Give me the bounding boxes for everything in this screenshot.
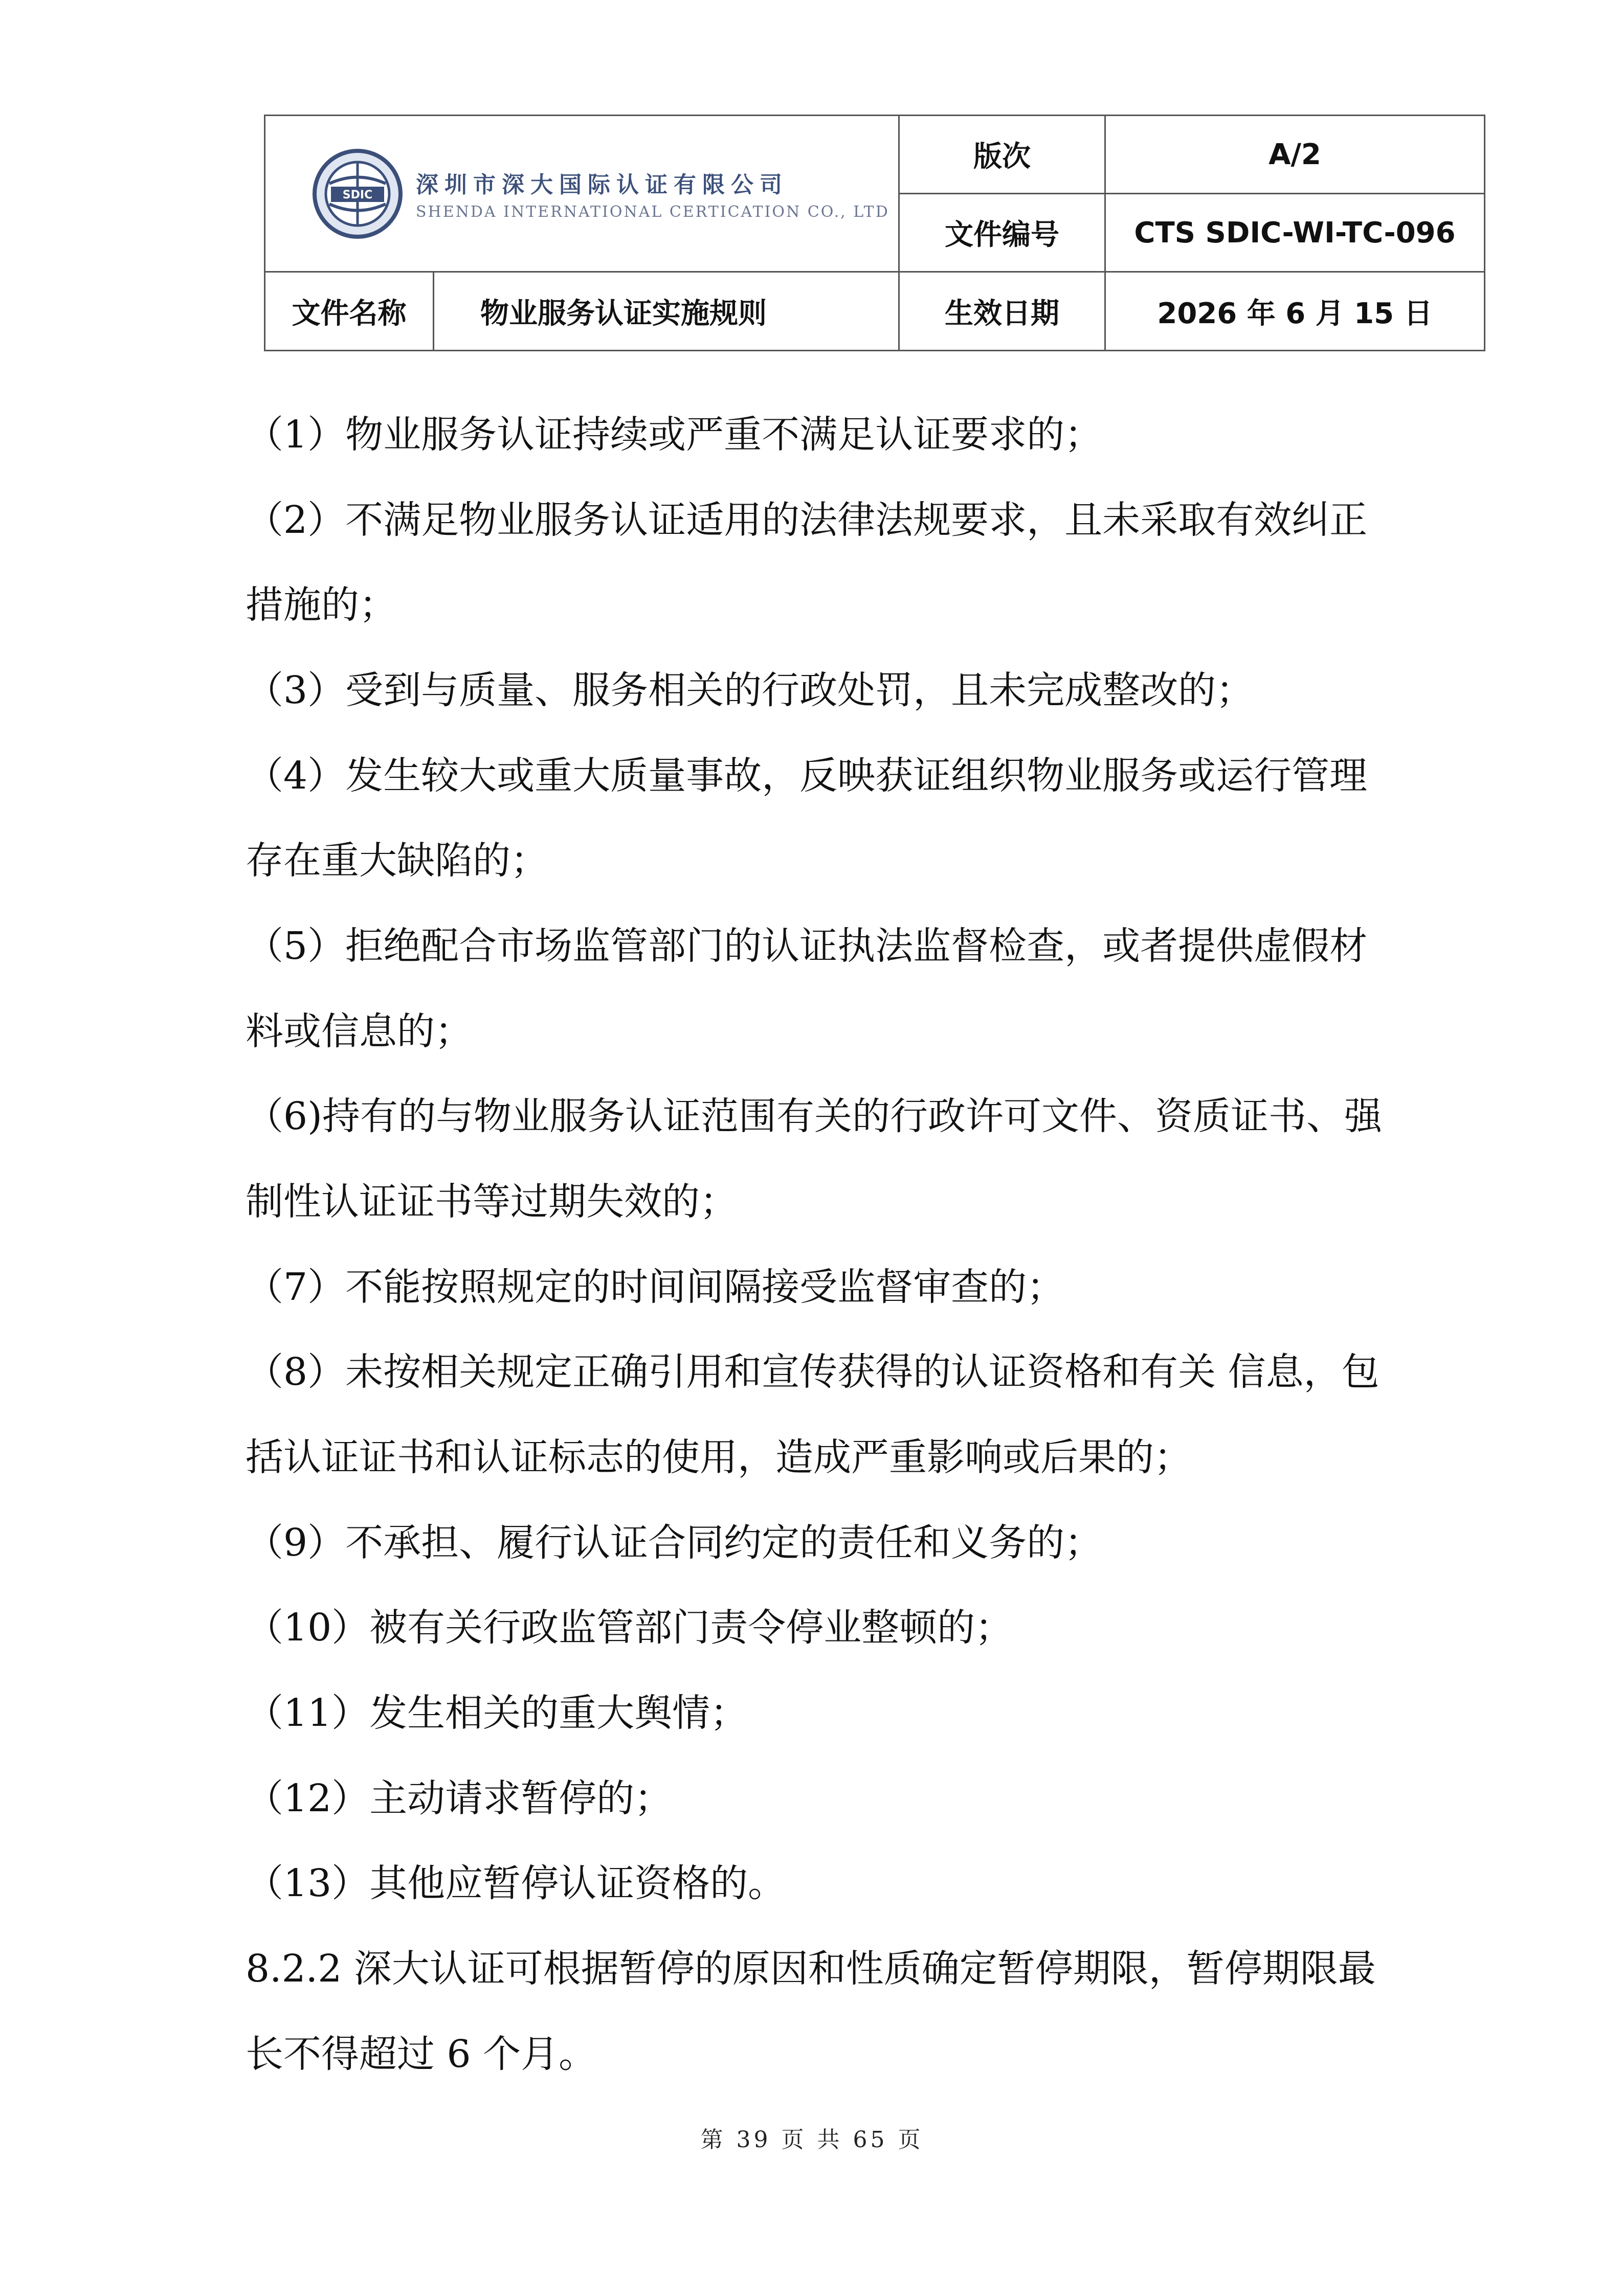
body-line: （1）物业服务认证持续或严重不满足认证要求的； [246,413,1103,457]
effective-date-value: 2026 年 6 月 15 日 [1105,272,1485,351]
body-line: （12）主动请求暂停的； [246,1776,673,1820]
body-line: 料或信息的； [246,1009,473,1053]
body-line: 括认证证书和认证标志的使用，造成严重影响或后果的； [246,1435,1192,1479]
body-line: （2）不满足物业服务认证适用的法律法规要求，且未采取有效纠正 [246,498,1368,542]
doc-number-value: CTS SDIC-WI-TC-096 [1105,194,1485,272]
doc-name-value: 物业服务认证实施规则 [434,272,899,351]
body-line: （4）发生较大或重大质量事故，反映获证组织物业服务或运行管理 [246,754,1368,798]
body-line: （3）受到与质量、服务相关的行政处罚，且未完成整改的； [246,668,1254,712]
body-line: （9）不承担、履行认证合同约定的责任和义务的； [246,1521,1103,1565]
company-name-cn: 深圳市深大国际认证有限公司 [416,172,788,198]
body-line: 措施的； [246,583,397,627]
doc-name-label: 文件名称 [265,272,434,351]
body-line: 长不得超过 6 个月。 [246,2032,597,2076]
body-line: 制性认证证书等过期失效的； [246,1180,738,1224]
company-name-en: SHENDA INTERNATIONAL CERTICATION CO., LTD [416,203,889,221]
body-line: （7）不能按照规定的时间间隔接受监督审查的； [246,1265,1065,1309]
body-line: 8.2.2 深大认证可根据暂停的原因和性质确定暂停期限，暂停期限最 [246,1947,1376,1991]
logo-text: SDIC [342,188,373,201]
page-footer: 第 39 页 共 65 页 [700,2127,924,2153]
body-line: （8）未按相关规定正确引用和宣传获得的认证资格和有关 信息，包 [246,1350,1380,1394]
version-label: 版次 [899,116,1105,194]
body-line: （6)持有的与物业服务认证范围有关的行政许可文件、资质证书、强 [246,1094,1382,1138]
body-line: （10）被有关行政监管部门责令停业整顿的； [246,1606,1013,1650]
effective-date-label: 生效日期 [899,272,1105,351]
doc-number-label: 文件编号 [899,194,1105,272]
body-line: （5）拒绝配合市场监管部门的认证执法监督检查，或者提供虚假材 [246,924,1368,968]
body-line: 存在重大缺陷的； [246,839,548,883]
body-line: （11）发生相关的重大舆情； [246,1691,748,1735]
version-value: A/2 [1105,116,1485,194]
body-line: （13）其他应暂停认证资格的。 [246,1861,786,1905]
